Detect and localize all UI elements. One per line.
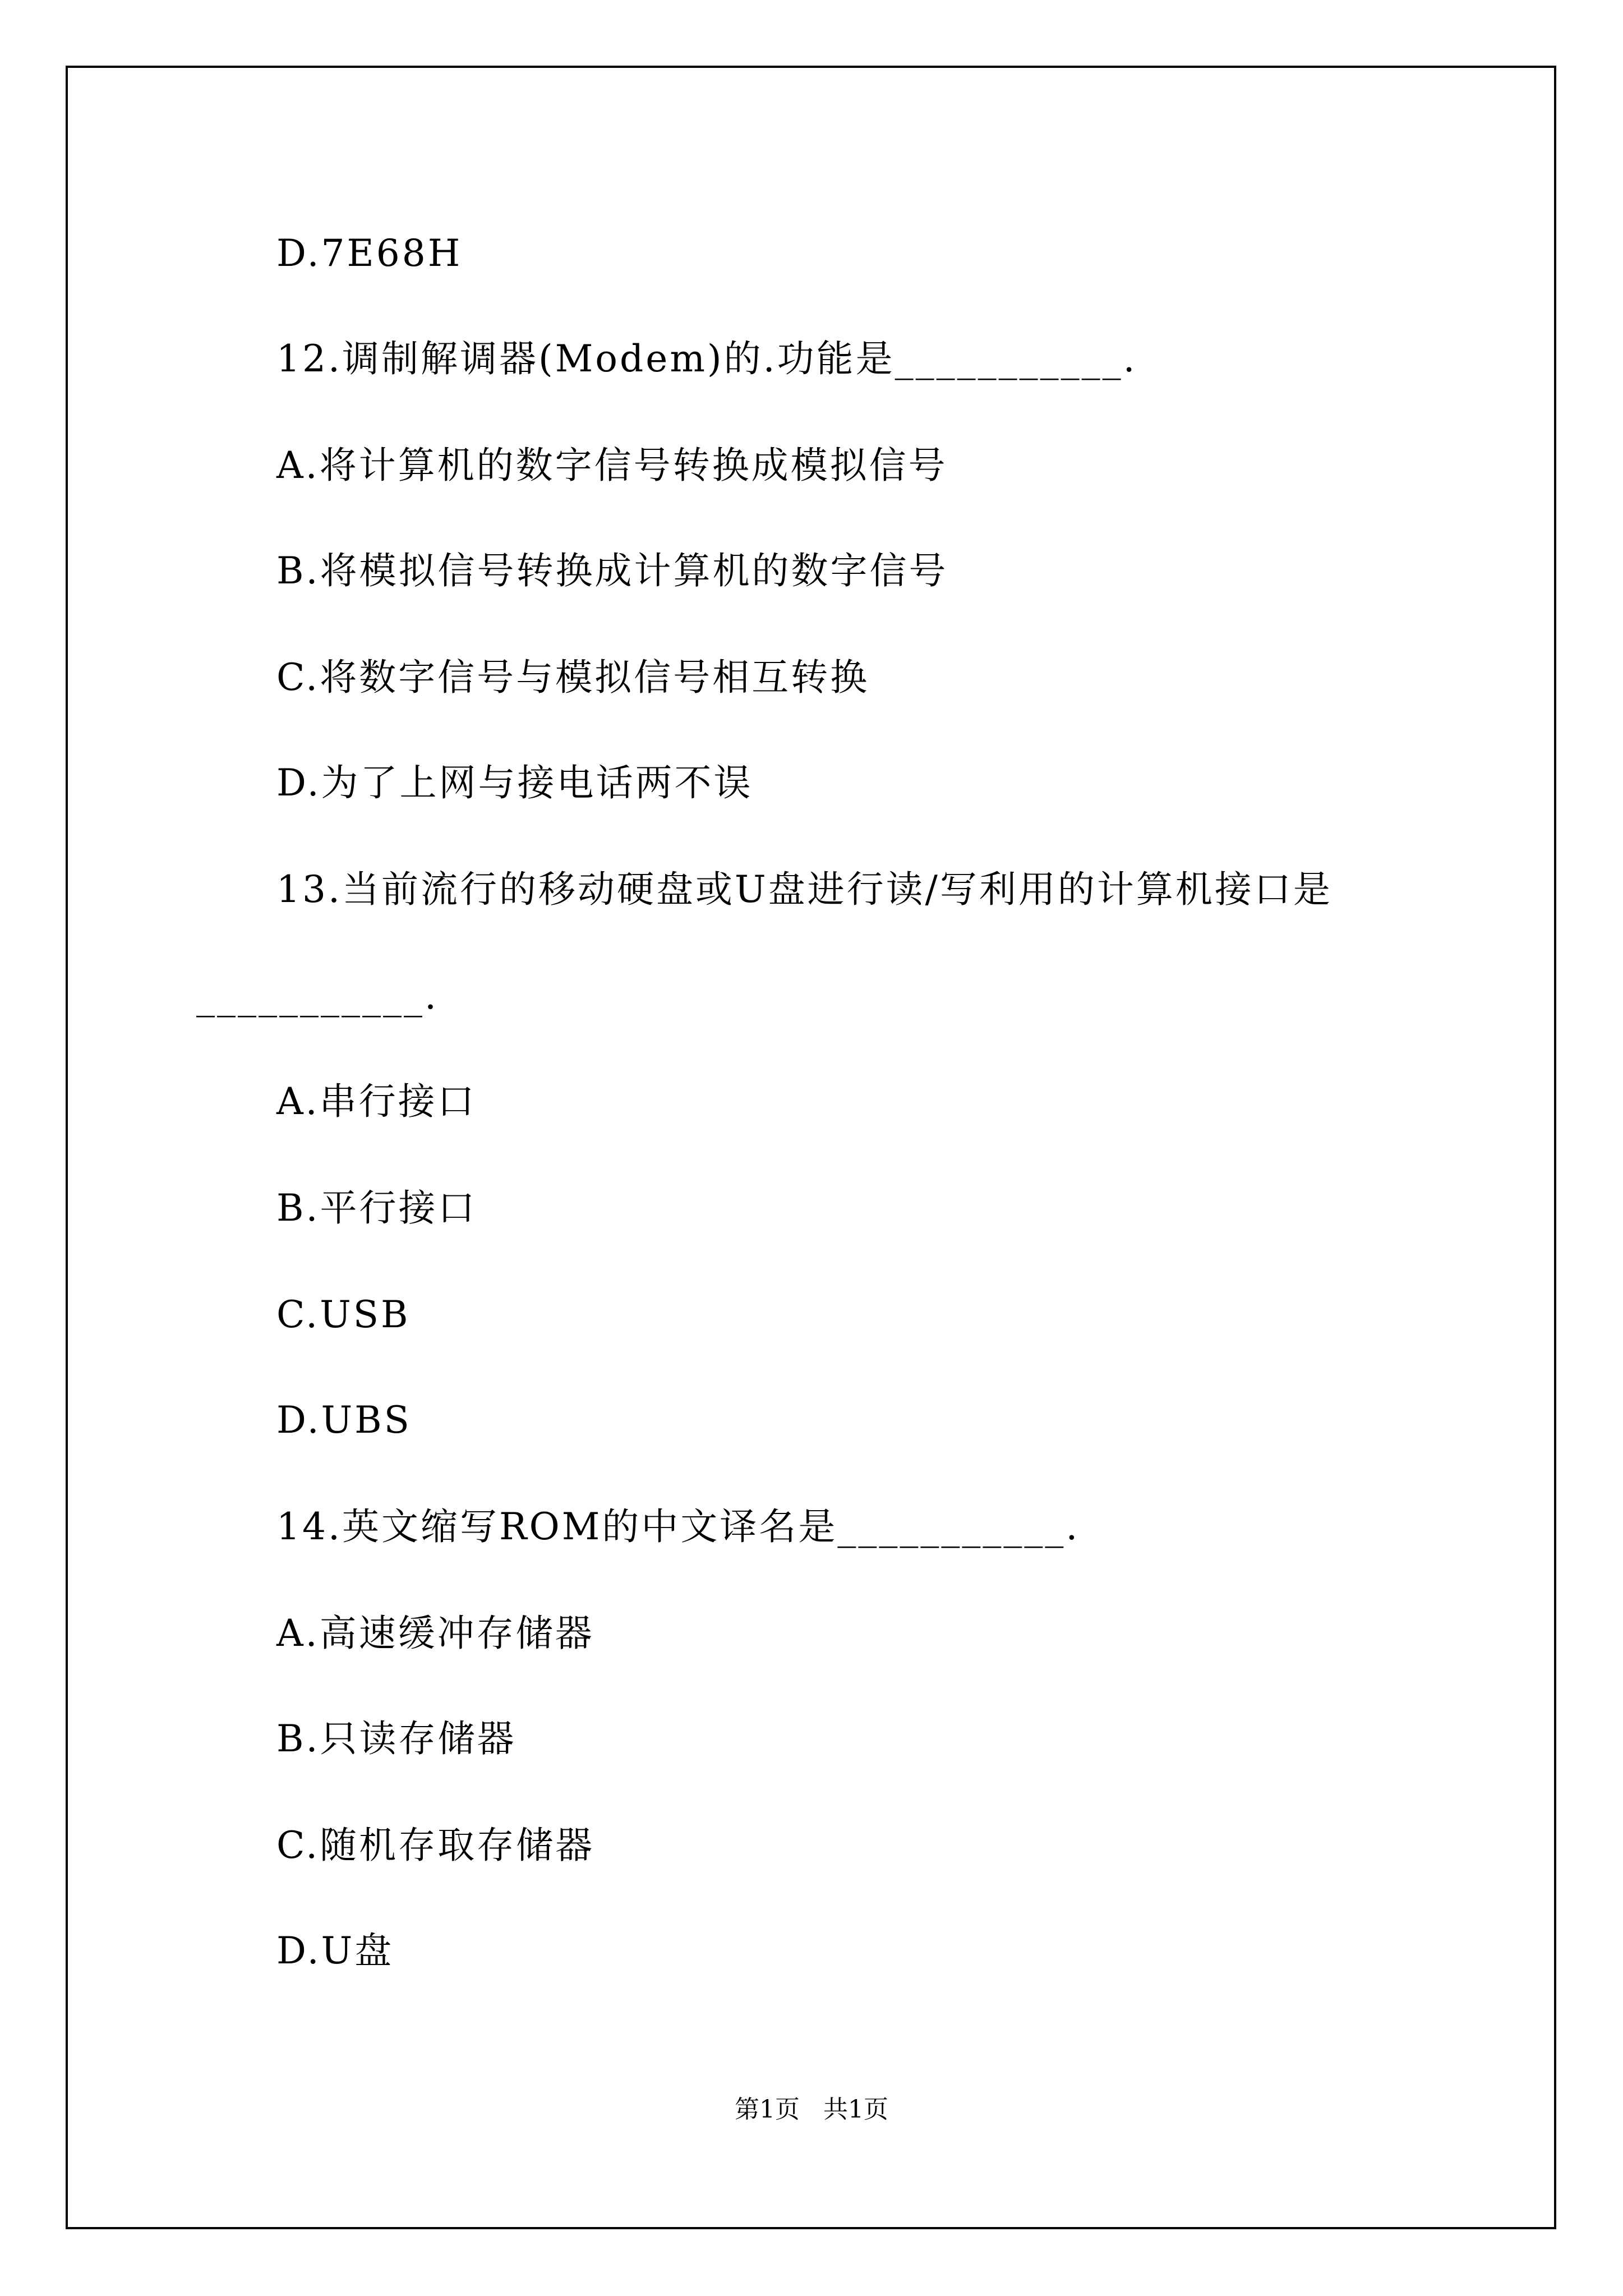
question-13-option-b: B.平行接口 [276, 1186, 477, 1230]
question-14-option-d: D.U盘 [276, 1929, 394, 1972]
question-13-stem-line1: 13.当前流行的移动硬盘或U盘进行读/写利用的计算机接口是 [276, 868, 1332, 911]
question-13-option-c: C.USB [276, 1293, 411, 1336]
question-13-stem-line2: ___________. [196, 974, 439, 1018]
question-13-option-a: A.串行接口 [276, 1080, 477, 1123]
page-footer: 第1页 共1页 [735, 2095, 888, 2124]
question-11-option-d: D.7E68H [276, 232, 463, 275]
question-14-option-c: C.随机存取存储器 [276, 1824, 595, 1867]
question-12-option-b: B.将模拟信号转换成计算机的数字信号 [276, 549, 948, 592]
question-14-option-b: B.只读存储器 [276, 1717, 517, 1760]
question-12-option-d: D.为了上网与接电话两不误 [276, 761, 753, 804]
page-border [66, 66, 1556, 2229]
question-13-option-d: D.UBS [276, 1398, 412, 1442]
question-12-stem: 12.调制解调器(Modem)的.功能是___________. [276, 337, 1137, 380]
question-14-stem: 14.英文缩写ROM的中文译名是___________. [276, 1505, 1080, 1548]
question-12-option-a: A.将计算机的数字信号转换成模拟信号 [276, 444, 948, 487]
question-12-option-c: C.将数字信号与模拟信号相互转换 [276, 656, 870, 699]
question-14-option-a: A.高速缓冲存储器 [276, 1612, 594, 1655]
